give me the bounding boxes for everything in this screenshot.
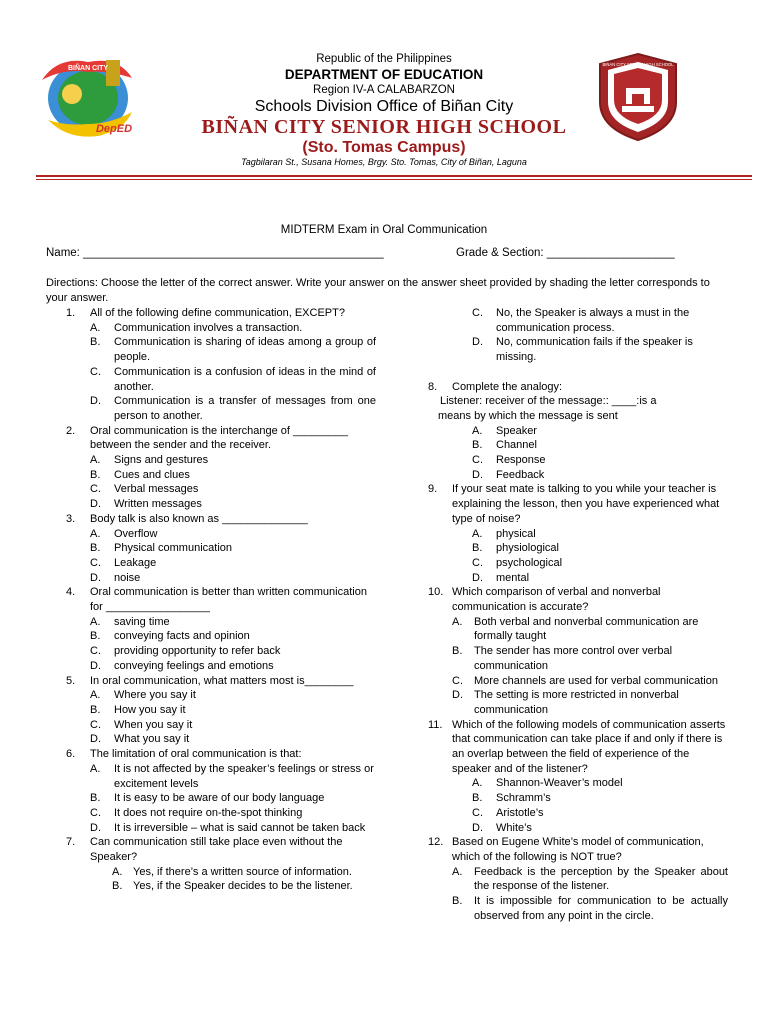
choice-3b[interactable]: B. Physical communication bbox=[90, 542, 232, 555]
analogy-line-2: means by which the message is sent bbox=[438, 409, 618, 422]
choice-10a[interactable]: A. Both verbal and nonverbal communication are formally taught bbox=[452, 615, 699, 643]
choice-11b[interactable]: B. Schramm’s bbox=[472, 792, 551, 805]
question-9: 9. If your seat mate is talking to you while your teacher is explaining the lesson, then you have experienced what type of noise? bbox=[428, 483, 720, 525]
choice-10b[interactable]: B. The sender has more control over verbal communication bbox=[452, 645, 673, 672]
name-field[interactable]: Name: _______________________________________________ bbox=[46, 247, 384, 259]
choice-6b[interactable]: B. It is easy to be aware of our body language bbox=[90, 792, 325, 805]
choice-1b[interactable]: B. Communication is sharing of ideas among a group of people. bbox=[90, 336, 376, 364]
choice-4b[interactable]: B. conveying facts and opinion bbox=[90, 630, 250, 643]
choice-4d[interactable]: D. conveying feelings and emotions bbox=[90, 659, 274, 672]
right-column bbox=[410, 306, 728, 924]
choice-5c[interactable]: C. When you say it bbox=[90, 718, 193, 731]
svg-text:DepED: DepED bbox=[95, 123, 133, 135]
choice-8c[interactable]: C. Response bbox=[472, 454, 546, 467]
question-3: 3. Body talk is also known as ______________ bbox=[66, 512, 308, 525]
deped-line: DEPARTMENT OF EDUCATION bbox=[284, 67, 484, 82]
choice-3a[interactable]: A. Overflow bbox=[90, 527, 158, 540]
question-2: 2. Oral communication is the interchange of _________ between the sender and the receiver. bbox=[66, 424, 349, 452]
choice-4a[interactable]: A. saving time bbox=[90, 615, 170, 628]
choice-9d[interactable]: D. mental bbox=[472, 571, 530, 584]
question-11: 11. Which of the following models of communication asserts that communication can take place if and only if there is an overlap between the field of experience of the speaker and of the listener? bbox=[428, 718, 726, 775]
exam-title: MIDTERM Exam in Oral Communication bbox=[280, 224, 488, 236]
division-line: Schools Division Office of Biñan City bbox=[254, 98, 514, 115]
choice-12a[interactable]: A. Feedback is the perception by the Speaker about the response of the listener. bbox=[452, 865, 728, 893]
campus-name: (Sto. Tomas Campus) bbox=[302, 139, 466, 156]
choice-11c[interactable]: C. Aristotle’s bbox=[472, 806, 544, 819]
choice-2c[interactable]: C. Verbal messages bbox=[90, 483, 199, 496]
choice-7a[interactable]: A. Yes, if there’s a written source of information. bbox=[112, 865, 352, 878]
svg-text:BIÑAN CITY: BIÑAN CITY bbox=[67, 65, 109, 72]
choice-8b[interactable]: B. Channel bbox=[472, 439, 537, 452]
choice-1a[interactable]: A. Communication involves a transaction. bbox=[90, 321, 303, 334]
choice-3d[interactable]: D. noise bbox=[90, 571, 141, 584]
choice-10c[interactable]: C. More channels are used for verbal communication bbox=[452, 674, 718, 687]
choice-7d[interactable]: D. No, communication fails if the speaker is missing. bbox=[472, 336, 693, 364]
choice-6c[interactable]: C. It does not require on-the-spot thinking bbox=[90, 806, 303, 819]
choice-5a[interactable]: A. Where you say it bbox=[90, 689, 196, 702]
question-10: 10. Which comparison of verbal and nonverbal communication is accurate? bbox=[428, 586, 661, 614]
choice-9a[interactable]: A. physical bbox=[472, 527, 536, 540]
choice-2b[interactable]: B. Cues and clues bbox=[90, 468, 190, 481]
school-name: BIÑAN CITY SENIOR HIGH SCHOOL bbox=[201, 116, 567, 138]
choice-12b[interactable]: B. It is impossible for communication to be actually observed from any point in the circle. bbox=[452, 895, 728, 922]
question-4: 4. Oral communication is better than written communication for _________________ bbox=[66, 586, 367, 614]
question-12: 12. Based on Eugene White’s model of communication, which of the following is NOT true? bbox=[428, 836, 704, 863]
analogy-line-1: Listener: receiver of the message:: ____:is a bbox=[440, 395, 657, 408]
question-1: 1. All of the following define communication, EXCEPT? bbox=[66, 307, 345, 319]
choice-6d[interactable]: D. It is irreversible – what is said cannot be taken back bbox=[90, 821, 366, 834]
choice-7c[interactable]: C. No, the Speaker is always a must in the communication process. bbox=[472, 307, 690, 334]
choice-1d[interactable]: D. Communication is a transfer of messages from one person to another. bbox=[90, 395, 376, 422]
svg-text:BIÑAN CITY SENIOR HIGH SCHOOL: BIÑAN CITY SENIOR HIGH SCHOOL bbox=[602, 62, 674, 67]
choice-5d[interactable]: D. What you say it bbox=[90, 733, 190, 746]
republic-line: Republic of the Philippines bbox=[316, 53, 452, 65]
grade-section-field[interactable]: Grade & Section: ____________________ bbox=[456, 247, 675, 259]
question-7: 7. Can communication still take place even without the Speaker? bbox=[66, 836, 343, 864]
choice-7b[interactable]: B. Yes, if the Speaker decides to be the listener. bbox=[112, 880, 353, 893]
choice-5b[interactable]: B. How you say it bbox=[90, 703, 186, 716]
left-column bbox=[46, 306, 376, 894]
question-6: 6. The limitation of oral communication is that: bbox=[66, 748, 302, 761]
choice-2a[interactable]: A. Signs and gestures bbox=[90, 454, 209, 467]
school-address: Tagbilaran St., Susana Homes, Brgy. Sto. Tomas, City of Biñan, Laguna bbox=[241, 157, 527, 167]
choice-8d[interactable]: D. Feedback bbox=[472, 468, 545, 481]
choice-3c[interactable]: C. Leakage bbox=[90, 556, 157, 569]
directions: Directions: Choose the letter of the correct answer. Write your answer on the answer sheet provided by shading the letter corresponds to your answer. bbox=[46, 277, 710, 304]
choice-10d[interactable]: D. The setting is more restricted in nonverbal communication bbox=[452, 689, 679, 716]
question-5: 5. In oral communication, what matters most is________ bbox=[66, 674, 354, 687]
choice-1c[interactable]: C. Communication is a confusion of ideas in the mind of another. bbox=[90, 365, 376, 393]
choice-8a[interactable]: A. Speaker bbox=[472, 424, 537, 437]
choice-9c[interactable]: C. psychological bbox=[472, 556, 563, 569]
choice-9b[interactable]: B. physiological bbox=[472, 542, 559, 555]
region-line: Region IV-A CALABARZON bbox=[313, 84, 455, 96]
header-rule-thick bbox=[36, 175, 752, 177]
question-8: 8. Complete the analogy: bbox=[428, 380, 563, 393]
choice-11a[interactable]: A. Shannon-Weaver’s model bbox=[472, 777, 623, 790]
choice-2d[interactable]: D. Written messages bbox=[90, 498, 202, 511]
choice-4c[interactable]: C. providing opportunity to refer back bbox=[90, 645, 281, 658]
choice-6a[interactable]: A. It is not affected by the speaker’s feelings or stress or excitement levels bbox=[90, 762, 374, 790]
choice-11d[interactable]: D. White’s bbox=[472, 821, 532, 834]
header-rule-thin bbox=[36, 179, 752, 180]
